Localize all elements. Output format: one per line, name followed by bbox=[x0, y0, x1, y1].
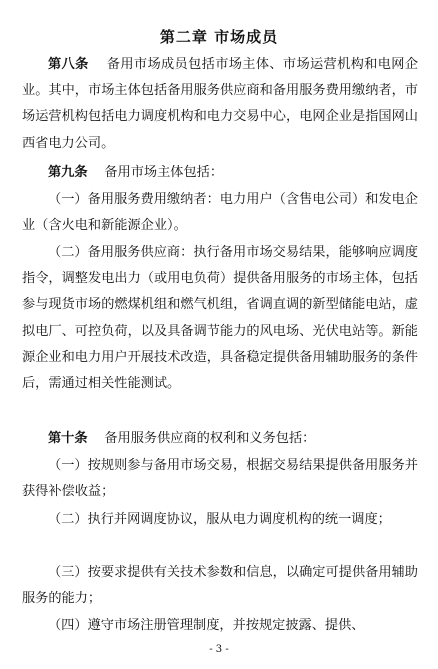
paragraph-item bbox=[22, 560, 418, 612]
paragraph-text: 备用市场主体包括： bbox=[87, 165, 224, 180]
paragraph-text: 备用服务供应商的权利和义务包括： bbox=[87, 431, 316, 446]
article-number: 第十条 bbox=[48, 431, 88, 446]
paragraph-article-10 bbox=[22, 426, 418, 452]
paragraph-text: 备用市场成员包括市场主体、市场运营机构和电网企业。其中，市场主体包括备用服务供应商和备用服务费用缴纳者，市场运营机构包括电力调度机构和电力交易中心，电网企业是指国网山西省电力公司。 bbox=[22, 57, 419, 151]
paragraph-item bbox=[22, 507, 418, 533]
paragraph-text: （三）按要求提供有关技术参数和信息，以确定可提供备用辅助服务的能力； bbox=[22, 565, 418, 607]
paragraph-text: （二）执行并网调度协议，服从电力调度机构的统一调度； bbox=[48, 512, 391, 527]
page-number: - 3 - bbox=[209, 644, 229, 655]
paragraph-item bbox=[22, 240, 418, 397]
paragraph-item bbox=[22, 187, 418, 239]
paragraph-item bbox=[22, 453, 418, 505]
chapter-title: 第二章 市场成员 bbox=[159, 28, 279, 46]
paragraph-item bbox=[22, 613, 418, 639]
paragraph-text: （一）按规则参与备用市场交易，根据交易结果提供备用服务并获得补偿收益； bbox=[22, 458, 418, 500]
paragraph-article-9 bbox=[22, 160, 418, 186]
paragraph-text: （一）备用服务费用缴纳者：电力用户（含售电公司）和发电企业（含火电和新能源企业）。 bbox=[22, 192, 418, 234]
article-number: 第八条 bbox=[48, 57, 89, 72]
paragraph-article-8 bbox=[22, 52, 418, 157]
paragraph-text: （四）遵守市场注册管理制度，并按规定披露、提供、 bbox=[48, 618, 365, 633]
paragraph-text: （二）备用服务供应商：执行备用市场交易结果，能够响应调度指令，调整发电出力（或用电负荷）提供备用服务的市场主体，包括参与现货市场的燃煤机组和燃气机组，省调直调的新型储能电站，虚拟电厂、可控负荷，以及具备调节能力的风电场、光伏电站等。新能源企业和电力用户开展技术改造，具备稳定提供备用辅助服务的条件后，需通过相关性能测试。 bbox=[22, 245, 418, 392]
article-number: 第九条 bbox=[48, 165, 88, 180]
